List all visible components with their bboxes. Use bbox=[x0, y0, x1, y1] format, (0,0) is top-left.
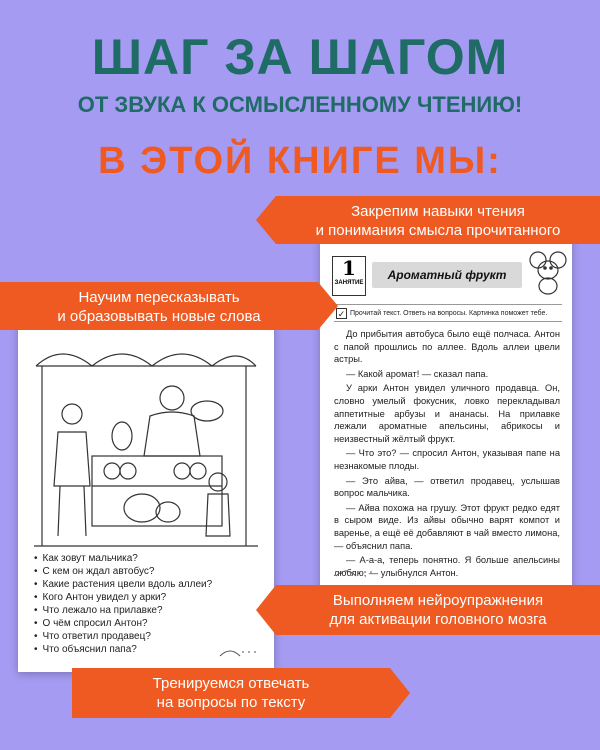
banner-line: и понимания смысла прочитанного bbox=[315, 222, 561, 239]
instruction-line bbox=[334, 304, 562, 322]
question-list bbox=[34, 552, 264, 656]
footer-ornament-icon bbox=[334, 566, 374, 578]
footer-ornament-icon bbox=[218, 646, 258, 658]
list-item: • С кем он ждал автобус? bbox=[34, 565, 264, 578]
paragraph: У арки Антон увидел уличного продавца. Он, словно умелый фокусник, ловко перекладывал аппетитные арбузы и ананасы. На прилавке лежали ароматные апельсины, абрикосы и неизвестный жёлтый фрукт. bbox=[334, 383, 560, 444]
banner-retelling bbox=[0, 282, 318, 330]
banner-line: Научим пересказывать bbox=[78, 289, 240, 306]
list-item: • О чём спросил Антон? bbox=[34, 617, 264, 630]
banner-line: Закрепим навыки чтения bbox=[351, 203, 525, 220]
paragraph: До прибытия автобуса было ещё полчаса. Антон с папой прошлись по аллее. Вдоль аллеи цвели астры. bbox=[334, 329, 560, 365]
mouse-mascot-icon bbox=[528, 250, 568, 296]
banner-reading-skills bbox=[276, 196, 600, 244]
list-item: • Что лежало на прилавке? bbox=[34, 604, 264, 617]
banner-line: на вопросы по тексту bbox=[156, 694, 306, 711]
list-item: • Что ответил продавец? bbox=[34, 630, 264, 643]
right-book-page bbox=[320, 232, 572, 592]
main-title: ШАГ ЗА ШАГОМ bbox=[91, 29, 509, 85]
subtitle: ОТ ЗВУКА К ОСМЫСЛЕННОМУ ЧТЕНИЮ! bbox=[77, 92, 523, 117]
paragraph: — Какой аромат! — сказал папа. bbox=[346, 368, 489, 379]
lesson-number: 1 bbox=[342, 256, 356, 280]
list-item: • Что объяснил папа? bbox=[34, 643, 264, 656]
paragraph: — Айва похожа на грушу. Этот фрукт редко едят в сыром виде. Из айвы обычно варят компот и варенье, а ещё её добавляют в чай вместо лимона, — объяснил папа. bbox=[334, 502, 560, 551]
market-illustration bbox=[32, 336, 260, 554]
banner-line: Тренируемся отвечать bbox=[152, 675, 310, 692]
banner-line: для активации головного мозга bbox=[329, 611, 547, 628]
paragraph: — А-а-а, теперь понятно. Я больше апельсины люблю, — улыбнулся Антон. bbox=[334, 555, 560, 578]
lesson-header bbox=[332, 256, 562, 298]
intro-heading: В ЭТОЙ КНИГЕ МЫ: bbox=[98, 140, 502, 182]
list-item: • Как зовут мальчика? bbox=[34, 552, 264, 565]
banner-line: Выполняем нейроупражнения bbox=[332, 592, 544, 609]
left-book-page bbox=[18, 322, 274, 672]
list-item: • Кого Антон увидел у арки? bbox=[34, 591, 264, 604]
lesson-title: Ароматный фрукт bbox=[372, 262, 522, 288]
paragraph: — Это айва, — ответил продавец, услышав вопрос мальчика. bbox=[334, 475, 560, 499]
checkmark-icon: ✓ bbox=[337, 309, 346, 319]
lesson-word: ЗАНЯТИЕ bbox=[334, 280, 364, 286]
banner-answering-questions bbox=[72, 668, 390, 718]
paragraph: — Что это? — спросил Антон, указывая папе на незнакомые плоды. bbox=[334, 448, 560, 471]
banner-line: и образовывать новые слова bbox=[57, 308, 261, 325]
banner-neuro-exercises bbox=[276, 585, 600, 635]
instruction-text: Прочитай текст. Ответь на вопросы. Картинка поможет тебе. bbox=[350, 310, 548, 317]
list-item: • Какие растения цвели вдоль аллеи? bbox=[34, 578, 264, 591]
story-text bbox=[334, 328, 560, 581]
